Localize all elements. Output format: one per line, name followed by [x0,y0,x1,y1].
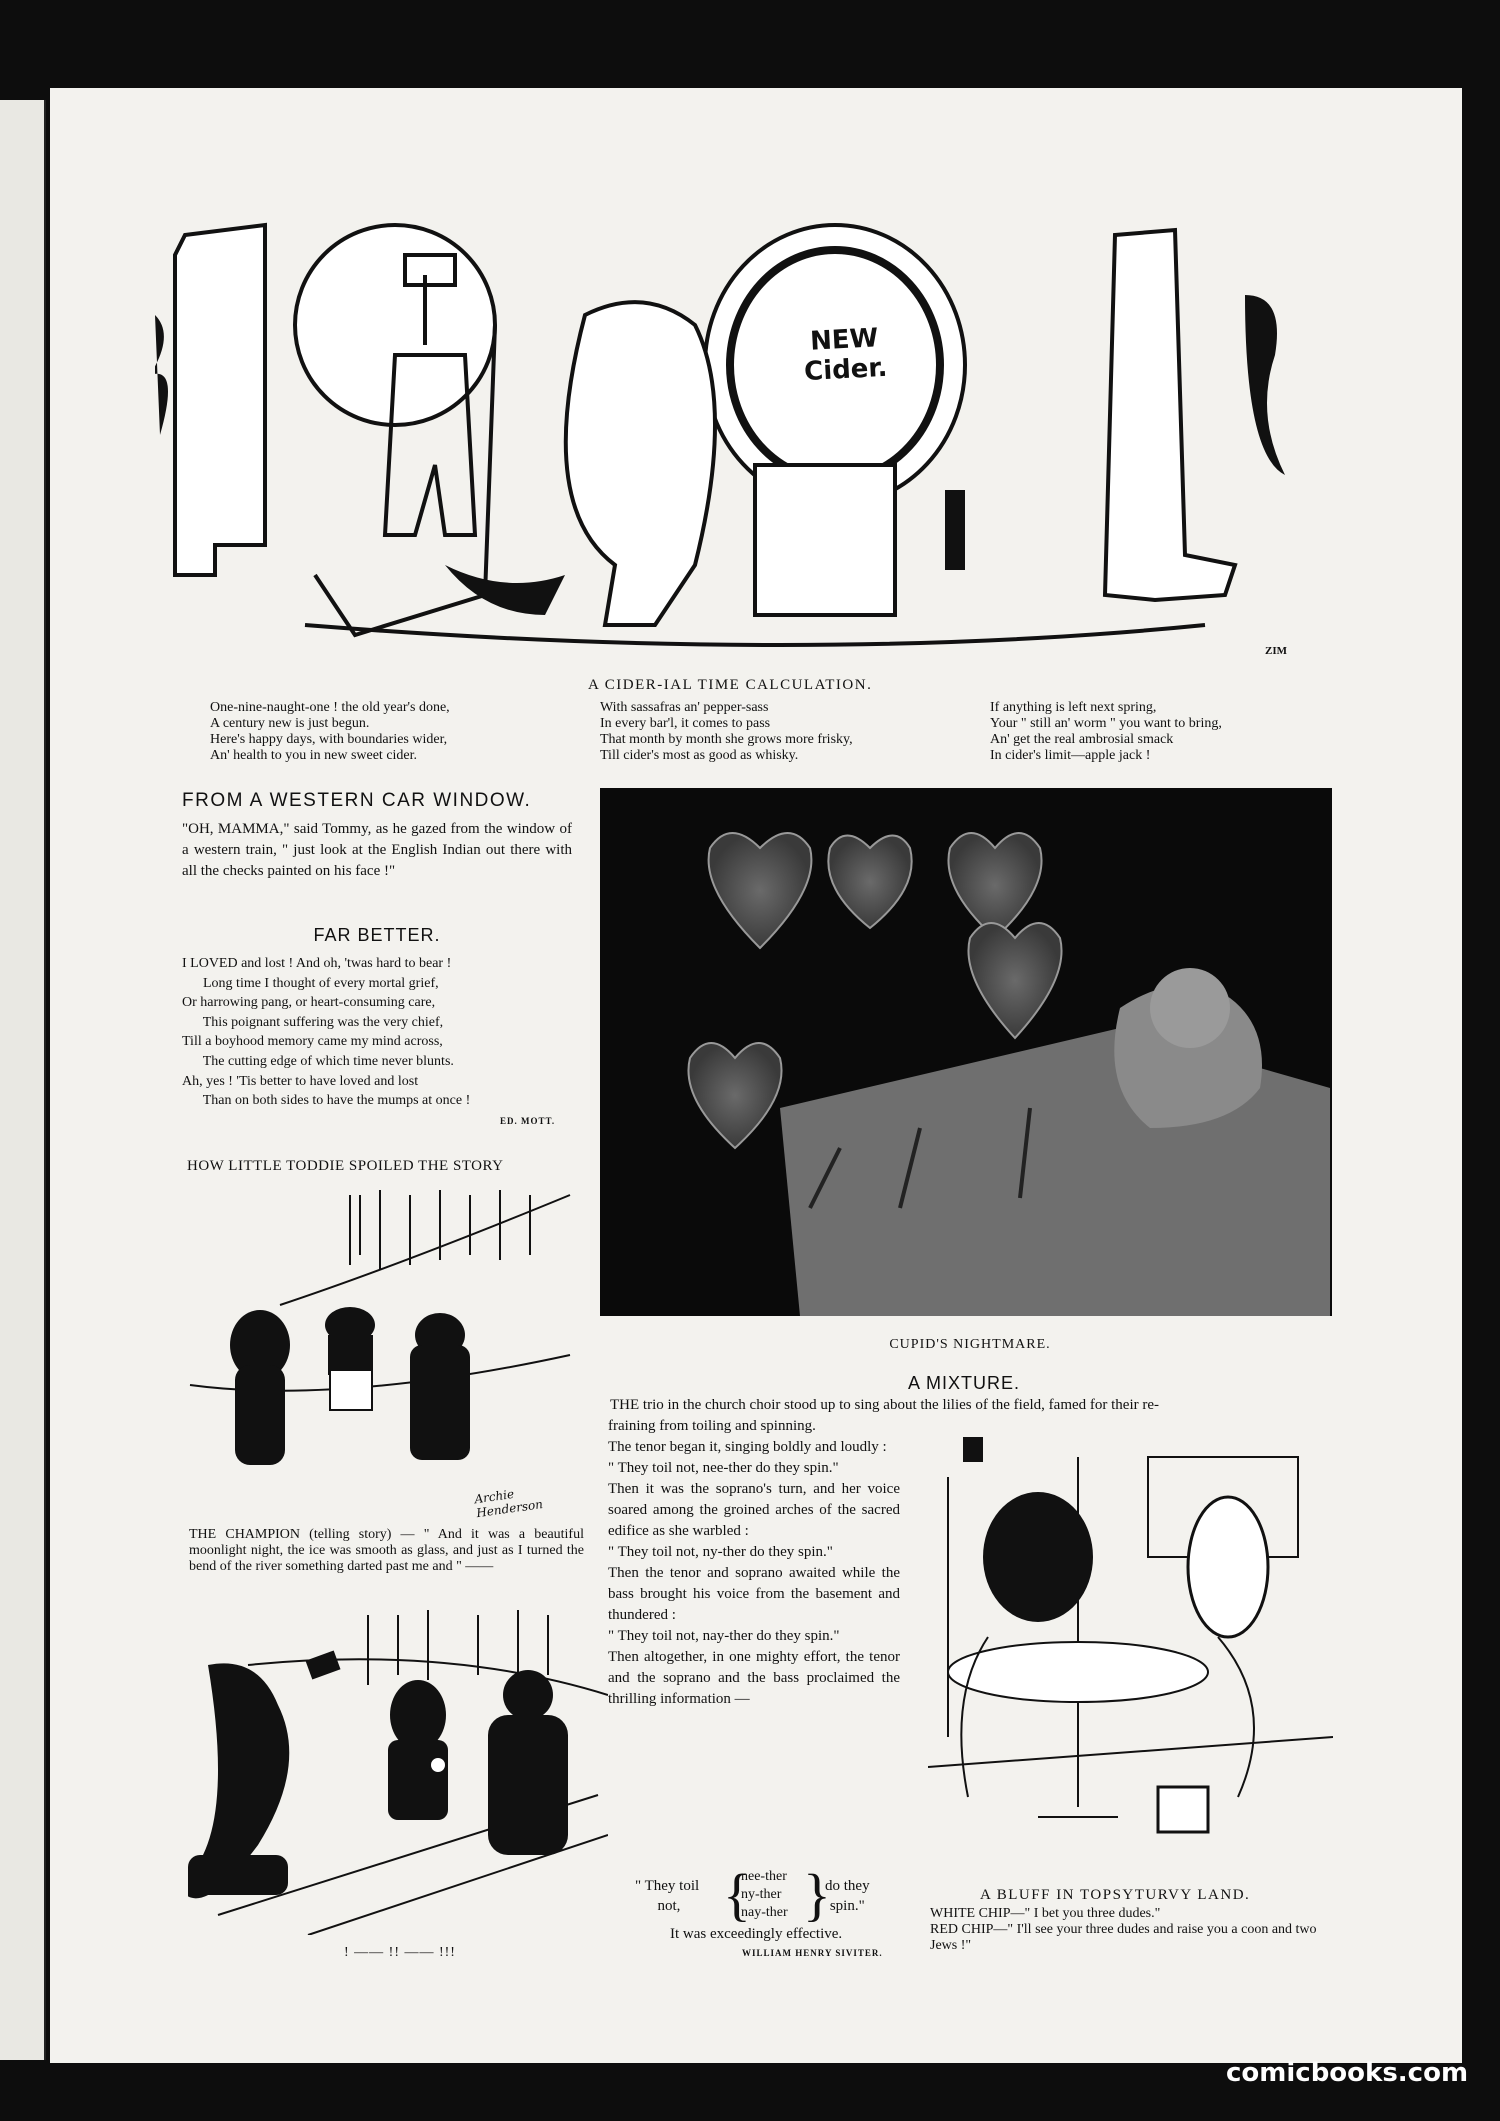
far-better-author: ED. MOTT. [500,1116,556,1126]
western-title: FROM A WESTERN CAR WINDOW. [182,790,532,811]
western-body: "OH, MAMMA," said Tommy, as he gazed from the window of a western train, " just look at the English Indian out there with all the checks painted on his face !" [182,821,572,879]
banner-verse-2: With sassafras an' pepper-sass In every bar'l, it comes to pass That month by month she grows more frisky, Till cider's most as good as whisky. [600,700,853,763]
site-watermark: comicbooks.com [1226,2058,1469,2088]
bluff-body: WHITE CHIP—" I bet you three dudes." RED CHIP—" I'll see your three dudes and raise you a coon and two Jews !" [930,1906,1317,1953]
toddie-caption: THE CHAMPION (telling story) — " And it was a beautiful moonlight night, the ice was smooth as glass, and just as I turned the bend of the river something darted past me and " —— [189,1527,584,1574]
barrel-label: NEW Cider. [803,323,889,388]
topsyturvy-cartoon [928,1437,1333,1867]
chord-left: " They toil not, [635,1878,700,1914]
banner-verse-3: If anything is left next spring, Your " still an' worm " you want to bring, An' get the real ambrosial smack In cider's limit—apple jack ! [990,700,1222,763]
far-better-poem: I LOVED and lost ! And oh, 'twas hard to bear ! Long time I thought of every mortal grief, Or harrowing pang, or heart-consuming care, This poignant suffering was the very chief, Till a boyhood memory came my mind across, The cutting edge of which time never blunts. Ah, yes ! 'Tis better to have loved and lost Than on both sides to have the mumps at once ! [182,956,471,1109]
chord-right: do they spin." [825,1878,870,1914]
far-better-title: FAR BETTER. [313,925,441,945]
toddie-cartoon-1 [180,1185,580,1520]
cupid-nightmare-illustration [600,788,1332,1316]
toddie-bottom-caption: ! —— !! —— !!! [344,1945,456,1960]
mixture-closing: It was exceedingly effective. [670,1926,843,1942]
chord-brace-left: { [723,1862,751,1927]
toddie-title: HOW LITTLE TODDIE SPOILED THE STORY [187,1158,504,1174]
cupid-caption: CUPID'S NIGHTMARE. [889,1337,1051,1352]
mixture-title: A MIXTURE. [908,1373,1021,1393]
chord-brace-right: } [803,1862,831,1927]
chord-middle: nee-ther ny-ther nay-ther [741,1869,788,1920]
artist-signature: ZIM [1265,645,1287,657]
toddie-artist-signature: Archie Henderson [473,1486,544,1520]
chord-block [635,1862,895,1930]
cartoon-1901-banner [155,215,1315,680]
banner-title: A CIDER-IAL TIME CALCULATION. [588,677,873,693]
mixture-body: fraining from toiling and spinning. The tenor began it, singing boldly and loudly : " They toil not, nee-ther do they spin." Then it was the soprano's turn, and her voice soared among the groined arches of the sacred edifice as she warbled : " They toil not, ny-ther do they spin." Then the tenor and soprano awaited while the bass brought his voice from the basement and thundered : " They toil not, nay-ther do they spin." Then altogether, in one mighty effort, the tenor and the soprano and the bass proclaimed the thrilling information — [608,1418,900,1707]
bluff-title: A BLUFF IN TOPSYTURVY LAND. [980,1887,1251,1903]
adjacent-page-edge [0,100,46,2060]
mixture-author: WILLIAM HENRY SIVITER. [742,1948,883,1958]
toddie-cartoon-2 [188,1605,608,1935]
mixture-lead: THE trio in the church choir stood up to sing about the lilies of the field, famed for their re- [610,1397,1160,1413]
banner-verse-1: One-nine-naught-one ! the old year's done, A century new is just begun. Here's happy days, with boundaries wider, An' health to you in new sweet cider. [210,700,450,763]
